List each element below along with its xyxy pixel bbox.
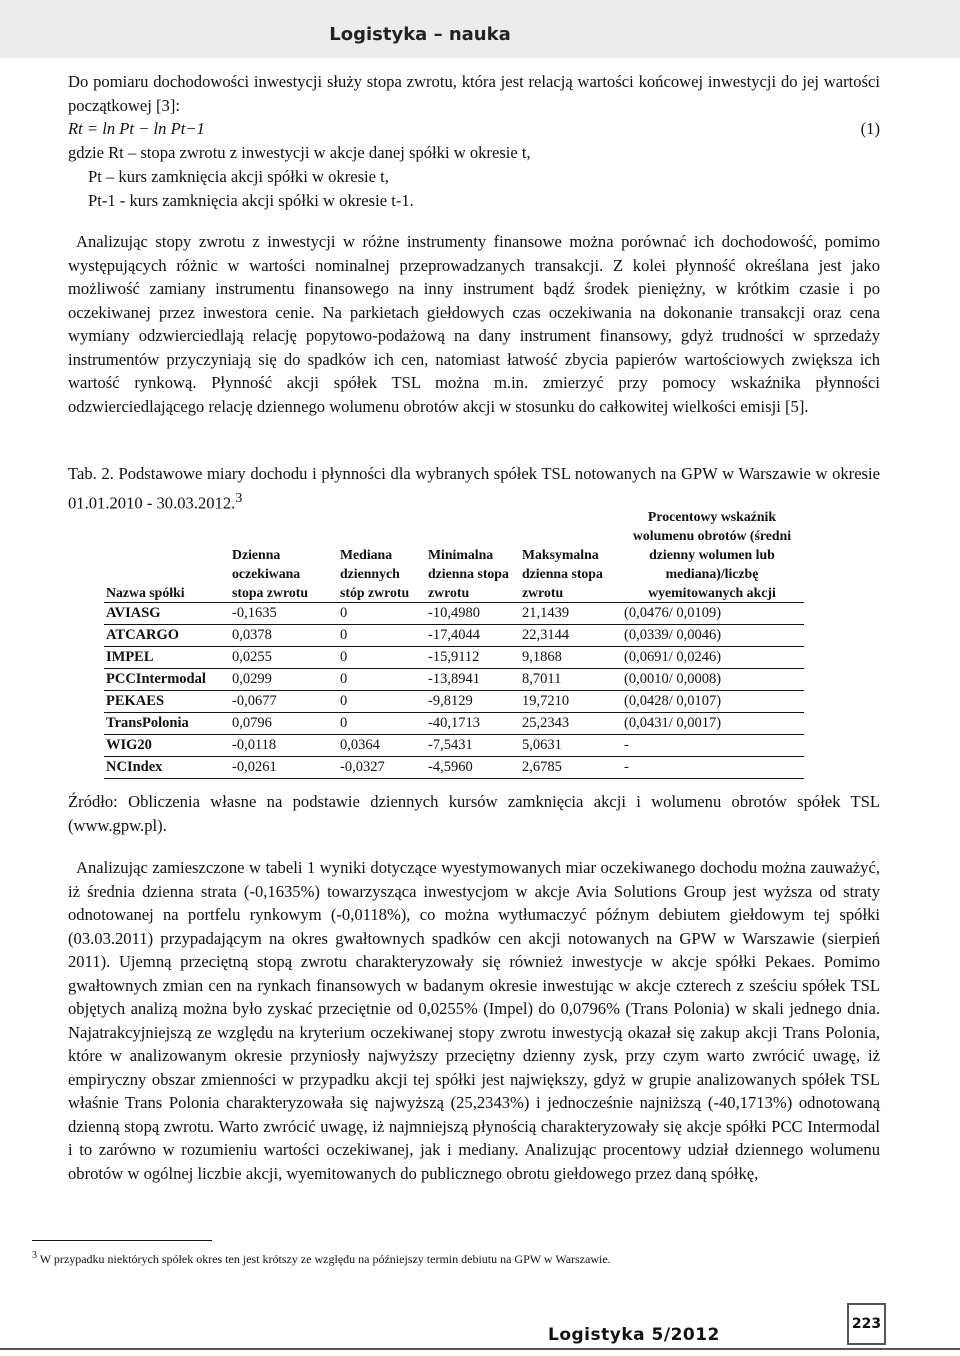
table-row bbox=[104, 691, 804, 713]
value-cell: (0,0428/ 0,0107) bbox=[622, 691, 804, 713]
value-cell: -0,0327 bbox=[338, 757, 426, 779]
value-cell: -0,1635 bbox=[230, 603, 338, 625]
company-name-cell: TransPolonia bbox=[104, 713, 230, 735]
value-cell: 9,1868 bbox=[520, 647, 622, 669]
intro-paragraph: Do pomiaru dochodowości inwestycji służy stopa zwrotu, która jest relacją wartości końcowej inwestycji do jej wartości początkowej [3]: bbox=[68, 72, 880, 115]
value-cell: 19,7210 bbox=[520, 691, 622, 713]
value-cell: -40,1713 bbox=[426, 713, 520, 735]
table-row bbox=[104, 757, 804, 779]
value-cell: -7,5431 bbox=[426, 735, 520, 757]
value-cell: 5,0631 bbox=[520, 735, 622, 757]
company-name-cell: AVIASG bbox=[104, 603, 230, 625]
value-cell: 22,3144 bbox=[520, 625, 622, 647]
value-cell: - bbox=[622, 735, 804, 757]
value-cell: (0,0691/ 0,0246) bbox=[622, 647, 804, 669]
value-cell: 2,6785 bbox=[520, 757, 622, 779]
table-row bbox=[104, 647, 804, 669]
liquidity-paragraph: Analizując stopy zwrotu z inwestycji w różne instrumenty finansowe można porównać ich dochodowość, pomimo występujących różnic w wartości nominalnej przeprowadzanych transakcji. Z kolei płynność określana jest jako możliwość zamiany instrumentu finansowego na inny instrument bądź środek pieniężny, w krótkim czasie i po oczekiwanej przez inwestora cenie. Na parkietach giełdowych czas oczekiwania na dokonanie transakcji oraz cena wymiany odzwierciedlają relację popytowo-podażową na dany instrument finansowy, gdyż trudności w sprzedaży instrumentów przyczyniają się do spadków ich cen, natomiast łatwość zbycia papierów wartościowych zwiększa ich wartość rynkową. Płynność akcji spółek TSL można m.in. zmierzyć przy pomocy wskaźnika płynności odzwierciedlającego relację dziennego wolumenu obrotów akcji w stosunku do całkowitej wielkości emisji [5]. bbox=[68, 232, 880, 416]
value-cell: 0 bbox=[338, 713, 426, 735]
value-cell: 25,2343 bbox=[520, 713, 622, 735]
col-header-median: Mediana dziennych stóp zwrotu bbox=[338, 507, 426, 603]
returns-liquidity-table bbox=[104, 507, 804, 779]
table-caption-footnote-mark: 3 bbox=[235, 489, 243, 505]
value-cell: -15,9112 bbox=[426, 647, 520, 669]
value-cell: -0,0261 bbox=[230, 757, 338, 779]
value-cell: -4,5960 bbox=[426, 757, 520, 779]
company-name-cell: NCIndex bbox=[104, 757, 230, 779]
value-cell: -9,8129 bbox=[426, 691, 520, 713]
intro-section bbox=[68, 70, 880, 213]
value-cell: 0,0796 bbox=[230, 713, 338, 735]
definition-pt: Pt – kurs zamknięcia akcji spółki w okresie t, bbox=[88, 167, 389, 186]
footer-rule bbox=[0, 1348, 960, 1350]
table-source: Źródło: Obliczenia własne na podstawie dziennych kursów zamknięcia akcji i wolumenu obrotów spółek TSL (www.gpw.pl). bbox=[68, 792, 880, 835]
company-name-cell: ATCARGO bbox=[104, 625, 230, 647]
value-cell: 0 bbox=[338, 625, 426, 647]
col-header-min: Minimalna dzienna stopa zwrotu bbox=[426, 507, 520, 603]
definition-pt1: Pt-1 - kurs zamknięcia akcji spółki w okresie t-1. bbox=[88, 191, 414, 210]
value-cell: (0,0431/ 0,0017) bbox=[622, 713, 804, 735]
value-cell: 0,0299 bbox=[230, 669, 338, 691]
table-row bbox=[104, 603, 804, 625]
col-header-expected: Dzienna oczekiwana stopa zwrotu bbox=[230, 507, 338, 603]
table-header-row bbox=[104, 507, 804, 603]
value-cell: 0 bbox=[338, 691, 426, 713]
source-block bbox=[68, 790, 880, 837]
value-cell: - bbox=[622, 757, 804, 779]
value-cell: 21,1439 bbox=[520, 603, 622, 625]
value-cell: -13,8941 bbox=[426, 669, 520, 691]
value-cell: 0,0364 bbox=[338, 735, 426, 757]
value-cell: (0,0476/ 0,0109) bbox=[622, 603, 804, 625]
equation bbox=[68, 117, 880, 141]
footnote-mark: 3 bbox=[32, 1250, 37, 1261]
value-cell: -0,0677 bbox=[230, 691, 338, 713]
value-cell: (0,0010/ 0,0008) bbox=[622, 669, 804, 691]
footnote bbox=[32, 1248, 611, 1267]
footnote-text: W przypadku niektórych spółek okres ten jest krótszy ze względu na późniejszy termin debiutu na GPW w Warszawie. bbox=[39, 1252, 611, 1266]
equation-text: Rt = ln Pt − ln Pt−1 bbox=[68, 119, 205, 138]
value-cell: 0 bbox=[338, 647, 426, 669]
running-header: Logistyka – nauka bbox=[329, 24, 511, 45]
value-cell: 0 bbox=[338, 603, 426, 625]
value-cell: -0,0118 bbox=[230, 735, 338, 757]
table-row bbox=[104, 713, 804, 735]
value-cell: 0,0255 bbox=[230, 647, 338, 669]
table-row bbox=[104, 735, 804, 757]
company-name-cell: IMPEL bbox=[104, 647, 230, 669]
table-row bbox=[104, 625, 804, 647]
value-cell: -17,4044 bbox=[426, 625, 520, 647]
col-header-max: Maksymalna dzienna stopa zwrotu bbox=[520, 507, 622, 603]
value-cell: (0,0339/ 0,0046) bbox=[622, 625, 804, 647]
page-number: 223 bbox=[847, 1303, 886, 1345]
table-caption-text: Tab. 2. Podstawowe miary dochodu i płynności dla wybranych spółek TSL notowanych na GPW w Warszawie w okresie 01.01.2010 - 30.03.2012. bbox=[68, 464, 880, 513]
value-cell: 8,7011 bbox=[520, 669, 622, 691]
col-header-volume: Procentowy wskaźnik wolumenu obrotów (średni dzienny wolumen lub mediana)/liczbę wyemitowanych akcji bbox=[622, 507, 804, 603]
liquidity-section bbox=[68, 230, 880, 418]
col-header-name: Nazwa spółki bbox=[104, 507, 230, 603]
definition-rt: gdzie Rt – stopa zwrotu z inwestycji w akcje danej spółki w okresie t, bbox=[68, 143, 531, 162]
analysis-paragraph: Analizując zamieszczone w tabeli 1 wyniki dotyczące wyestymowanych miar oczekiwanego dochodu można zauważyć, iż średnia dzienna strata (-0,1635%) towarzysząca inwestycjom w akcje Avia Solutions Group jest wyższa od straty odnotowanej na portfelu rynkowym (-0,0118%), co można wytłumaczyć późnym debiutem giełdowym tej spółki (03.03.2011) przypadającym na okres gwałtownych spadków cen akcji notowanych na GPW w Warszawie (sierpień 2011). Ujemną przeciętną stopą zwrotu charakteryzowały się również inwestycje w akcje spółki Pekaes. Pomimo gwałtownych zmian cen na rynkach finansowych w badanym okresie inwestując w akcje czterech z sześciu spółek TSL objętych analizą można było zyskać przeciętnie od 0,0255% (Impel) do 0,0796% (Trans Polonia) w skali jednego dnia. Najatrakcyjniejszą ze względu na kryterium oczekiwanej stopy zwrotu inwestycją okazał się zakup akcji Trans Polonia, które w analizowanym okresie przyniosły najwyższy przeciętny dzienny zysk, przy czym warto zwrócić uwagę, iż empiryczny obszar zmienności w przypadku akcji tej spółki jest największy, gdyż w grupie analizowanych spółek TSL właśnie Trans Polonia charakteryzowała się najwyższą (25,2343%) i jednocześnie najniższą (-40,1713%) odnotowaną dzienną stopą zwrotu. Warto zwrócić uwagę, iż najmniejszą płynością charakteryzowały się akcje spółki PCC Intermodal i to zarówno w rozumieniu wartości oczekiwanej, jak i mediany. Analizując procentowy udział dziennego wolumenu obrotów w ogólnej liczbie akcji, wyemitowanych do publicznego obrotu giełdowego przez daną spółkę, bbox=[68, 858, 880, 1183]
company-name-cell: PCCIntermodal bbox=[104, 669, 230, 691]
journal-footer: Logistyka 5/2012 bbox=[548, 1325, 720, 1345]
company-name-cell: PEKAES bbox=[104, 691, 230, 713]
value-cell: 0 bbox=[338, 669, 426, 691]
footnote-rule bbox=[32, 1240, 212, 1241]
equation-number: (1) bbox=[860, 119, 880, 138]
value-cell: -10,4980 bbox=[426, 603, 520, 625]
table-row bbox=[104, 669, 804, 691]
company-name-cell: WIG20 bbox=[104, 735, 230, 757]
value-cell: 0,0378 bbox=[230, 625, 338, 647]
analysis-section bbox=[68, 856, 880, 1185]
